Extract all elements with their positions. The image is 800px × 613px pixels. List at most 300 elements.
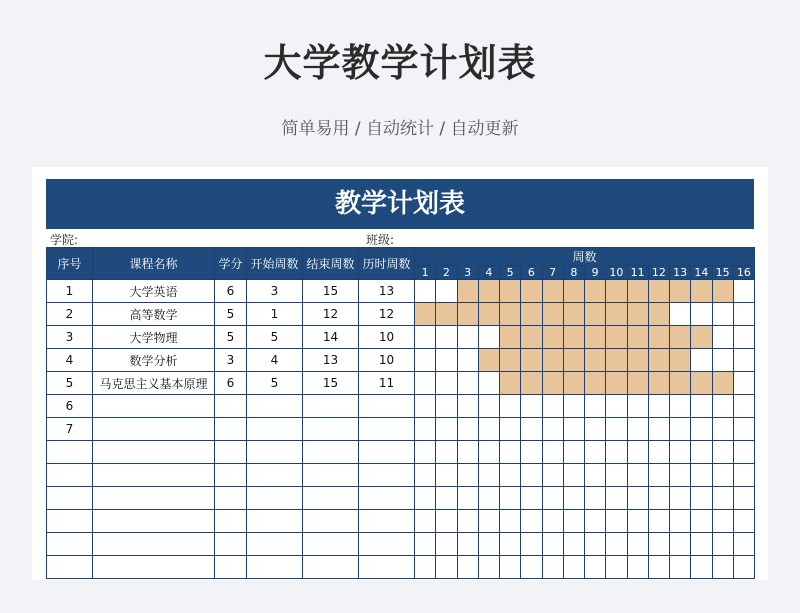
cell-credit[interactable] (215, 487, 247, 510)
gantt-cell (542, 487, 563, 510)
gantt-cell (670, 533, 691, 556)
gantt-cell (648, 487, 669, 510)
gantt-cell (691, 510, 712, 533)
cell-index[interactable] (47, 464, 93, 487)
gantt-cell (712, 349, 733, 372)
cell-duration[interactable] (359, 395, 415, 418)
header-duration: 历时周数 (359, 248, 415, 280)
gantt-cell (457, 441, 478, 464)
gantt-cell (670, 487, 691, 510)
gantt-cell (606, 395, 627, 418)
gantt-cell-active (563, 349, 584, 372)
gantt-cell (733, 326, 754, 349)
cell-index[interactable]: 3 (47, 326, 93, 349)
gantt-cell-active (478, 280, 499, 303)
gantt-cell (648, 464, 669, 487)
cell-duration[interactable] (359, 464, 415, 487)
gantt-cell (670, 418, 691, 441)
gantt-cell (415, 533, 436, 556)
cell-course[interactable] (93, 533, 215, 556)
gantt-cell (457, 349, 478, 372)
week-number-header: 16 (733, 266, 754, 280)
gantt-cell (478, 487, 499, 510)
gantt-cell (436, 326, 457, 349)
cell-end-week[interactable] (303, 395, 359, 418)
gantt-cell (670, 303, 691, 326)
gantt-cell (585, 395, 606, 418)
gantt-cell (563, 533, 584, 556)
cell-start-week[interactable] (247, 441, 303, 464)
gantt-cell (500, 556, 521, 579)
cell-end-week[interactable] (303, 487, 359, 510)
gantt-cell (585, 464, 606, 487)
gantt-cell (627, 533, 648, 556)
gantt-cell (542, 441, 563, 464)
gantt-cell (563, 510, 584, 533)
gantt-cell (733, 418, 754, 441)
gantt-cell (733, 533, 754, 556)
gantt-cell (670, 395, 691, 418)
gantt-cell-active (500, 349, 521, 372)
cell-duration[interactable]: 11 (359, 372, 415, 395)
gantt-cell (415, 395, 436, 418)
gantt-cell-active (457, 303, 478, 326)
gantt-cell-active (627, 280, 648, 303)
gantt-cell (500, 510, 521, 533)
gantt-cell (478, 464, 499, 487)
gantt-cell (648, 533, 669, 556)
gantt-cell (712, 464, 733, 487)
gantt-cell-active (500, 280, 521, 303)
gantt-cell (648, 441, 669, 464)
gantt-cell-active (521, 326, 542, 349)
gantt-cell-active (500, 326, 521, 349)
gantt-cell-active (606, 326, 627, 349)
gantt-cell-active (585, 372, 606, 395)
gantt-cell-active (521, 349, 542, 372)
gantt-cell-active (542, 372, 563, 395)
gantt-cell (500, 487, 521, 510)
gantt-cell (712, 418, 733, 441)
gantt-cell (436, 533, 457, 556)
table-row (47, 441, 755, 464)
gantt-cell (691, 418, 712, 441)
gantt-cell (521, 418, 542, 441)
gantt-cell (670, 464, 691, 487)
gantt-cell-active (478, 303, 499, 326)
gantt-cell (457, 556, 478, 579)
cell-end-week[interactable] (303, 418, 359, 441)
table-row (47, 326, 755, 349)
gantt-cell (585, 487, 606, 510)
gantt-cell-active (521, 303, 542, 326)
gantt-cell-active (627, 372, 648, 395)
gantt-cell-active (500, 303, 521, 326)
cell-end-week[interactable] (303, 533, 359, 556)
cell-index[interactable]: 6 (47, 395, 93, 418)
cell-end-week[interactable]: 15 (303, 280, 359, 303)
cell-course[interactable]: 数学分析 (93, 349, 215, 372)
gantt-cell (670, 510, 691, 533)
gantt-cell (563, 464, 584, 487)
cell-credit[interactable] (215, 533, 247, 556)
gantt-cell (691, 533, 712, 556)
gantt-cell (606, 441, 627, 464)
gantt-cell-active (691, 372, 712, 395)
week-number-header: 9 (585, 266, 606, 280)
spreadsheet-card (32, 167, 768, 580)
gantt-cell-active (627, 326, 648, 349)
cell-end-week[interactable] (303, 464, 359, 487)
gantt-cell-active (712, 372, 733, 395)
cell-credit[interactable] (215, 464, 247, 487)
gantt-cell (606, 510, 627, 533)
cell-end-week[interactable]: 12 (303, 303, 359, 326)
cell-duration[interactable] (359, 487, 415, 510)
gantt-cell-active (542, 326, 563, 349)
cell-start-week[interactable] (247, 510, 303, 533)
gantt-cell (542, 533, 563, 556)
gantt-cell-active (585, 349, 606, 372)
class-label: 班级: (366, 233, 395, 247)
cell-course[interactable] (93, 464, 215, 487)
gantt-cell (521, 441, 542, 464)
cell-index[interactable] (47, 487, 93, 510)
gantt-cell (606, 464, 627, 487)
cell-duration[interactable] (359, 533, 415, 556)
gantt-cell (627, 510, 648, 533)
gantt-cell (648, 395, 669, 418)
table-row (47, 395, 755, 418)
gantt-cell (712, 326, 733, 349)
cell-course[interactable] (93, 441, 215, 464)
table-row (47, 349, 755, 372)
cell-index[interactable] (47, 533, 93, 556)
cell-end-week[interactable]: 13 (303, 349, 359, 372)
gantt-cell-active (542, 280, 563, 303)
gantt-cell (457, 372, 478, 395)
gantt-cell (585, 556, 606, 579)
gantt-cell (436, 280, 457, 303)
gantt-cell (691, 395, 712, 418)
gantt-cell (542, 556, 563, 579)
gantt-cell (415, 556, 436, 579)
cell-index[interactable]: 4 (47, 349, 93, 372)
gantt-cell (542, 464, 563, 487)
plan-table (46, 247, 755, 579)
week-number-header: 1 (415, 266, 436, 280)
cell-index[interactable]: 5 (47, 372, 93, 395)
gantt-cell (542, 510, 563, 533)
header-credit: 学分 (215, 248, 247, 280)
week-number-header: 3 (457, 266, 478, 280)
cell-credit[interactable] (215, 556, 247, 579)
cell-duration[interactable] (359, 418, 415, 441)
gantt-cell (436, 418, 457, 441)
cell-duration[interactable]: 13 (359, 280, 415, 303)
cell-start-week[interactable]: 4 (247, 349, 303, 372)
cell-duration[interactable]: 10 (359, 349, 415, 372)
gantt-cell-active (648, 326, 669, 349)
gantt-cell (691, 556, 712, 579)
gantt-cell (691, 349, 712, 372)
cell-start-week[interactable]: 5 (247, 372, 303, 395)
cell-index[interactable]: 7 (47, 418, 93, 441)
gantt-cell (436, 464, 457, 487)
gantt-cell (521, 395, 542, 418)
cell-credit[interactable] (215, 395, 247, 418)
gantt-cell-active (563, 280, 584, 303)
cell-start-week[interactable] (247, 487, 303, 510)
gantt-cell-active (563, 372, 584, 395)
gantt-cell (521, 464, 542, 487)
gantt-cell (712, 533, 733, 556)
gantt-cell (712, 303, 733, 326)
gantt-cell (670, 441, 691, 464)
gantt-cell-active (648, 349, 669, 372)
cell-end-week[interactable] (303, 556, 359, 579)
gantt-cell (542, 418, 563, 441)
header-start-week: 开始周数 (247, 248, 303, 280)
gantt-cell (478, 395, 499, 418)
cell-end-week[interactable] (303, 510, 359, 533)
cell-credit[interactable]: 3 (215, 349, 247, 372)
cell-end-week[interactable]: 15 (303, 372, 359, 395)
gantt-cell (563, 556, 584, 579)
gantt-cell-active (606, 372, 627, 395)
cell-index[interactable] (47, 556, 93, 579)
gantt-cell (733, 441, 754, 464)
gantt-cell-active (436, 303, 457, 326)
gantt-cell (457, 510, 478, 533)
gantt-cell-active (670, 326, 691, 349)
header-end-week: 结束周数 (303, 248, 359, 280)
gantt-cell (627, 418, 648, 441)
gantt-cell (415, 326, 436, 349)
gantt-cell (521, 533, 542, 556)
cell-course[interactable] (93, 418, 215, 441)
table-row (47, 533, 755, 556)
gantt-cell-active (585, 326, 606, 349)
gantt-cell (627, 395, 648, 418)
gantt-cell (521, 510, 542, 533)
gantt-cell (733, 349, 754, 372)
week-number-header: 10 (606, 266, 627, 280)
cell-duration[interactable] (359, 510, 415, 533)
gantt-cell (478, 556, 499, 579)
gantt-cell (691, 303, 712, 326)
cell-duration[interactable] (359, 556, 415, 579)
gantt-cell (457, 533, 478, 556)
gantt-cell-active (521, 372, 542, 395)
week-number-header: 7 (542, 266, 563, 280)
gantt-cell (627, 464, 648, 487)
cell-credit[interactable]: 6 (215, 280, 247, 303)
gantt-cell (606, 533, 627, 556)
cell-credit[interactable]: 5 (215, 303, 247, 326)
gantt-cell-active (606, 349, 627, 372)
gantt-cell-active (627, 349, 648, 372)
cell-end-week[interactable] (303, 441, 359, 464)
week-number-header: 4 (478, 266, 499, 280)
week-number-header: 2 (436, 266, 457, 280)
info-row (46, 229, 754, 247)
gantt-cell-active (606, 280, 627, 303)
gantt-cell (415, 487, 436, 510)
cell-start-week[interactable]: 3 (247, 280, 303, 303)
gantt-cell (648, 418, 669, 441)
cell-index[interactable]: 2 (47, 303, 93, 326)
page-subtitle: 简单易用 / 自动统计 / 自动更新 (281, 119, 519, 139)
gantt-cell (500, 533, 521, 556)
gantt-cell-active (478, 349, 499, 372)
table-row (47, 487, 755, 510)
gantt-cell (436, 349, 457, 372)
cell-course[interactable] (93, 487, 215, 510)
gantt-cell (500, 418, 521, 441)
cell-start-week[interactable]: 1 (247, 303, 303, 326)
week-number-header: 8 (563, 266, 584, 280)
gantt-cell (712, 395, 733, 418)
cell-end-week[interactable]: 14 (303, 326, 359, 349)
gantt-cell-active (457, 280, 478, 303)
cell-duration[interactable]: 10 (359, 326, 415, 349)
gantt-cell (606, 556, 627, 579)
gantt-cell (563, 487, 584, 510)
gantt-cell (542, 395, 563, 418)
table-row (47, 464, 755, 487)
cell-start-week[interactable] (247, 464, 303, 487)
cell-credit[interactable]: 5 (215, 326, 247, 349)
gantt-cell-active (415, 303, 436, 326)
week-number-header: 6 (521, 266, 542, 280)
gantt-cell (691, 487, 712, 510)
gantt-cell-active (563, 303, 584, 326)
gantt-cell (436, 372, 457, 395)
gantt-cell (563, 441, 584, 464)
gantt-cell (436, 441, 457, 464)
gantt-cell (733, 280, 754, 303)
gantt-cell (415, 280, 436, 303)
cell-index[interactable] (47, 510, 93, 533)
gantt-cell (563, 395, 584, 418)
gantt-cell (478, 372, 499, 395)
gantt-cell (478, 326, 499, 349)
week-number-header: 11 (627, 266, 648, 280)
week-number-header: 12 (648, 266, 669, 280)
gantt-cell (733, 487, 754, 510)
cell-course[interactable] (93, 510, 215, 533)
cell-start-week[interactable] (247, 556, 303, 579)
gantt-cell (585, 510, 606, 533)
gantt-cell-active (606, 303, 627, 326)
table-row (47, 280, 755, 303)
gantt-cell (457, 395, 478, 418)
gantt-cell (500, 441, 521, 464)
cell-start-week[interactable] (247, 533, 303, 556)
gantt-cell (648, 510, 669, 533)
cell-credit[interactable] (215, 441, 247, 464)
table-row (47, 556, 755, 579)
college-label: 学院: (50, 233, 79, 247)
cell-course[interactable] (93, 395, 215, 418)
gantt-cell (627, 556, 648, 579)
header-index: 序号 (47, 248, 93, 280)
week-number-header: 5 (500, 266, 521, 280)
cell-course[interactable] (93, 556, 215, 579)
cell-start-week[interactable] (247, 395, 303, 418)
spreadsheet (46, 179, 754, 579)
gantt-cell (436, 556, 457, 579)
header-weeks: 周数 (415, 248, 755, 266)
gantt-cell (627, 441, 648, 464)
week-number-header: 13 (670, 266, 691, 280)
gantt-cell (712, 556, 733, 579)
gantt-cell (415, 441, 436, 464)
week-number-header: 15 (712, 266, 733, 280)
week-number-header: 14 (691, 266, 712, 280)
gantt-cell (733, 510, 754, 533)
gantt-cell (648, 556, 669, 579)
gantt-cell-active (670, 280, 691, 303)
cell-duration[interactable]: 12 (359, 303, 415, 326)
gantt-cell (733, 395, 754, 418)
cell-credit[interactable]: 6 (215, 372, 247, 395)
cell-start-week[interactable] (247, 418, 303, 441)
gantt-cell-active (563, 326, 584, 349)
gantt-cell (606, 487, 627, 510)
gantt-cell (415, 510, 436, 533)
gantt-cell-active (712, 280, 733, 303)
gantt-cell (415, 464, 436, 487)
gantt-cell-active (542, 349, 563, 372)
gantt-cell (415, 349, 436, 372)
gantt-cell-active (670, 372, 691, 395)
cell-course[interactable]: 马克思主义基本原理 (93, 372, 215, 395)
header-course: 课程名称 (93, 248, 215, 280)
cell-course[interactable]: 大学物理 (93, 326, 215, 349)
gantt-cell (457, 418, 478, 441)
gantt-cell-active (648, 280, 669, 303)
cell-course[interactable]: 大学英语 (93, 280, 215, 303)
gantt-cell (733, 464, 754, 487)
page-title: 大学教学计划表 (263, 41, 537, 85)
cell-credit[interactable] (215, 510, 247, 533)
cell-start-week[interactable]: 5 (247, 326, 303, 349)
cell-credit[interactable] (215, 418, 247, 441)
gantt-cell-active (627, 303, 648, 326)
gantt-cell (436, 487, 457, 510)
gantt-cell (478, 418, 499, 441)
gantt-cell (733, 303, 754, 326)
table-row (47, 303, 755, 326)
gantt-cell-active (648, 303, 669, 326)
gantt-cell (457, 326, 478, 349)
gantt-cell (563, 418, 584, 441)
gantt-cell-active (670, 349, 691, 372)
gantt-cell (733, 556, 754, 579)
cell-index[interactable]: 1 (47, 280, 93, 303)
cell-course[interactable]: 高等数学 (93, 303, 215, 326)
cell-index[interactable] (47, 441, 93, 464)
sheet-banner: 教学计划表 (46, 179, 754, 229)
table-row (47, 372, 755, 395)
cell-duration[interactable] (359, 441, 415, 464)
gantt-cell (712, 510, 733, 533)
gantt-cell (457, 487, 478, 510)
gantt-cell-active (500, 372, 521, 395)
gantt-cell (585, 533, 606, 556)
